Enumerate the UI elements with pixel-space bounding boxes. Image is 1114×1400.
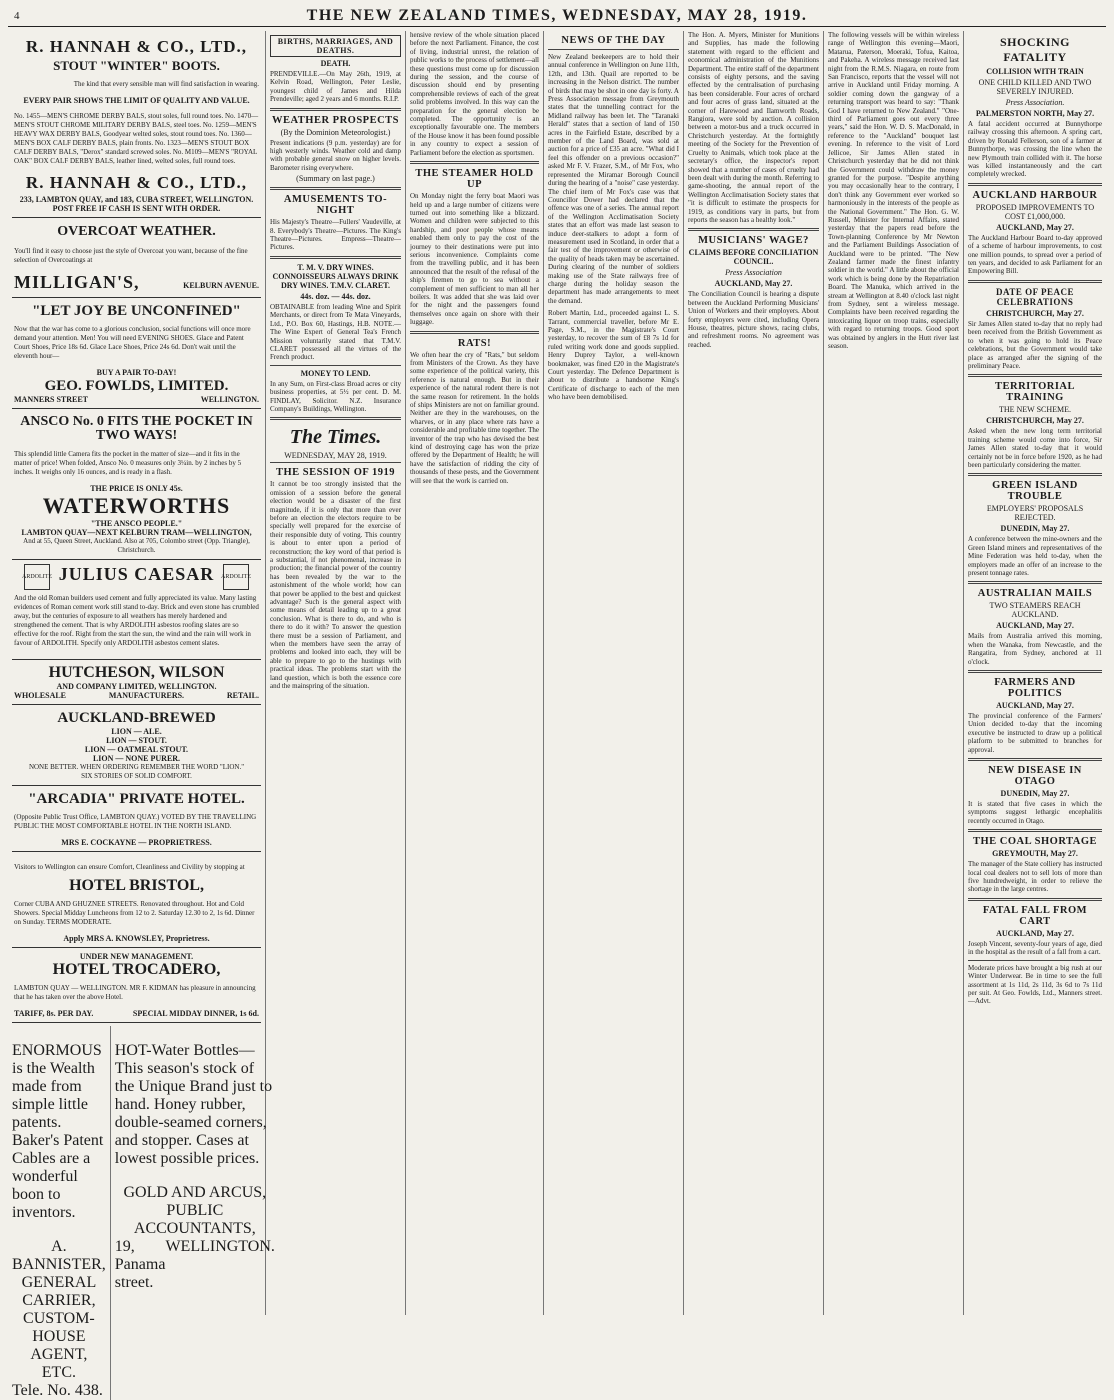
wine-text: OBTAINABLE from leading Wine and Spirit Merchants, or direct from Te Mata Vineyards, Ltd., P.O. Box 60, Hastings, H.B. NOTE.—The Wine Expert of General Tea's French Mission voluntarily stated that T.M.V. CLARET possessed all the virtues of the French product. [270, 302, 401, 362]
fatality-source: Press Association. [1005, 98, 1065, 107]
ad-ansco-title: ANSCO No. 0 FITS THE POCKET IN TWO WAYS! [20, 414, 253, 443]
ad-hannah-post: POST FREE IF CASH IS SENT WITH ORDER. [52, 204, 221, 213]
small-ad-phone: Tele. No. 438. [12, 1382, 103, 1399]
small-ad-gold-arcus: GOLD AND ARCUS, PUBLIC ACCOUNTANTS, [123, 1184, 267, 1237]
times-logo: The Times. [289, 426, 382, 449]
musicians-dateline: AUCKLAND, May 27. [714, 279, 793, 289]
session-text: It cannot be too strongly insisted that the omission of a session before the general election would be a disaster of the first magnitude, if it is only that more than ever before an election the electors require to be specially well prepared for the exercise of their responsible duty of voting. This country is about to enter upon a period of reconstruction; the key word of that period is a substantial, if not phenomenal, increase in production; the financial power of the country has been revealed by the war to the astonishment of the whole world; how can that power be applied to the best and quickest advantage? Such is the general aspect with some means of detail leading up to a great conclusion. What is there to do, and who is there to do it with? To answer the question there must be a session of Parliament, and when the members have seen the array of problems and looked into each, they will be able to prepare to go to the hustings with practical ideas. The problems start with the land question, which is both the essence core and the mainspring of the situation. [270, 480, 401, 691]
ad-fowlds-street: MANNERS STREET [14, 395, 89, 404]
ad-lion-foot: SIX STORIES OF SOLID COMFORT. [81, 772, 192, 780]
fatality-text: A fatal accident occurred at Bunnythorpe railway crossing this afternoon. A spring cart, driven by Ronald Fellerson, son of a farmer at Bunnythorpe, was crossing the line when the new Plymouth train collided with it. The horse was killed instantaneously and the cart completely wrecked. [968, 120, 1102, 179]
ad-trocadero-text: LAMBTON QUAY — WELLINGTON. MR F. KIDMAN has pleasure in announcing that he has taken over the above Hotel. [14, 984, 256, 1001]
small-ad-street: 19, Panama street. [114, 1238, 166, 1291]
ad-bristol-title: HOTEL BRISTOL, [69, 877, 204, 894]
cart-text: Joseph Vincent, seventy-four years of age, died in the hospital as the result of a fall from a cart. [968, 939, 1102, 957]
steamer-text: On Monday night the ferry boat Maori was held up and a large number of citizens were turned out into something like a blizzard. Women and children were subjected to this hardship, and poor people whose means enabled them only to pay the cost of the journey to their destinations were put into serious inconvenience. Complaints come from the travelling public, and it has been announced that the result of the refusal of the ship's firemen to go to sea without a complement of men sufficient to man all her boilers. It was added that she was laid over for the night and the passengers found themselves once again on shore with their luggage. [410, 192, 539, 327]
ad-fowlds-name: GEO. FOWLDS, LIMITED. [44, 378, 229, 394]
harbour-dateline: AUCKLAND, May 27. [996, 222, 1074, 232]
weather-heading: WEATHER PROSPECTS [271, 114, 400, 126]
ad-bristol [12, 852, 261, 948]
rats-heading: RATS! [457, 337, 492, 349]
bmd-heading: BIRTHS, MARRIAGES, AND DEATHS. [270, 35, 401, 57]
general-news-text: The following vessels will be within wireless range of Wellington this evening—Maori, Matarua, Paterson, Moeraki, Tofua, Kaitoa, and Pakeha. A wireless message received last night from the R.M.S. Niagara, en route from San Francisco, reports that the vessel will not arrive in Auckland until Friday morning. A soldier coming down the gangway of a returning transport was heard to say: "Thank God I have returned to New Zealand." "One-third of Parliament goes out every three years," said the Hon. W. D. S. MacDonald, in reference to the "Auckland" bouquet last evening. In reference to the visit of Lord Jellicoe, Sir James Allen stated in Christchurch yesterday that he did not think the Government could withdraw the money granted for the purpose. "Despite anything you may occasionally hear to the contrary, I don't think any Government ever worked so harmoniously in the interests of the people as the National Government." The Hon. G. W. Russell, Minister for Internal Affairs, stated yesterday that the papers read before the Town-planning Conference by Mr Newton and the Parliament Buildings Association of Auckland were to be printed. "The New Zealand farmer made the finest infantry soldier in the world." A little about the official work which is being done by the Repatriation Board. The Manuka, which arrived in the stream at Wellington at 8.40 o'clock last night from Sydney, sent a wireless message. Complaints have been received regarding the intoxicating liquor on troop trains, especially with regard to returning troops. Good sport was obtained by anglers in the Hutt river last season. [828, 31, 959, 351]
ad-ansco-text: This splendid little Camera fits the pocket in the matter of size—and it fits in the matter of price! When folded, Ansco No. 0 measures only 3¼in. by 2 inches by 5 inches. It weighs only 16 ounces, and is ready in a flash. [14, 450, 242, 476]
ad-hannah-footer: R. HANNAH & CO., LTD., [25, 173, 248, 192]
ad-fowlds-buy: BUY A PAIR TO-DAY! [96, 368, 177, 377]
musicians-subheading: CLAIMS BEFORE CONCILIATION COUNCIL. [688, 248, 819, 267]
territorial-heading: TERRITORIAL TRAINING [995, 381, 1075, 404]
news-heading: NEWS OF THE DAY [561, 35, 666, 46]
column-editorial [406, 31, 544, 1315]
weather-summary-note: (Summary on last page.) [296, 174, 375, 184]
ad-lion-line-3: LION — OATMEAL STOUT. [84, 745, 189, 754]
cart-dateline: AUCKLAND, May 27. [996, 928, 1074, 938]
ad-lion-line-4: LION — NONE PURER. [92, 754, 181, 763]
ad-lion [12, 705, 261, 786]
territorial-dateline: CHRISTCHURCH, May 27. [986, 416, 1084, 426]
ad-hannah-title: R. HANNAH & CO., LTD., [25, 37, 248, 56]
ad-hutcheson-left: WHOLESALE [14, 691, 67, 700]
ad-hannah-address: 233, LAMBTON QUAY, and 183, CUBA STREET, WELLINGTON. [19, 195, 254, 204]
territorial-text: Asked when the new long term territorial training scheme would come into force, Sir James Allen stated to-day that it would certainly not be in force before 1920, as he had been particularly considering the matter. [968, 427, 1102, 469]
ad-overcoat-street: KELBURN AVENUE. [183, 281, 259, 290]
column-news-continued [684, 31, 824, 1315]
green-island-subheading: EMPLOYERS' PROPOSALS REJECTED. [986, 504, 1084, 523]
ad-trocadero-lead: UNDER NEW MANAGEMENT. [79, 952, 194, 961]
mails-subheading: TWO STEAMERS REACH AUCKLAND. [989, 601, 1081, 620]
wine-heading: T. M. V. DRY WINES. CONNOISSEURS ALWAYS DRINK DRY WINES. T.M.V. CLARET. [272, 262, 399, 290]
ad-julius-text: And the old Roman builders used cement and fully appreciated its value. Many lasting evidences of Roman cement work still stand to-day. Brick and even stone has crumbled away, but the centuries of exposure to all weathers has merely hardened and strengthened the cement. That is why ARDOLITH asbestos roofing slates are so effective for the roof. Right from the start the sun, the wind and the rain will work in favour of ARDOLITH. Specify only ARDOLITH asbestos cement slates. [14, 594, 259, 647]
fatality-subheading: COLLISION WITH TRAIN [986, 67, 1084, 76]
small-ad-patents: ENORMOUS is the Wealth made from simple little patents. Baker's Patent Cables are a wonderful boon to inventors. [12, 1042, 104, 1221]
small-ad-city: WELLINGTON. [165, 1238, 275, 1255]
ad-hutcheson [12, 660, 261, 705]
column-telegrams [964, 31, 1106, 1315]
ardolite-badge-right: ARDOLITE [223, 564, 249, 590]
ad-hutcheson-title: HUTCHESON, WILSON [48, 664, 225, 681]
disease-dateline: DUNEDIN, May 27. [1000, 789, 1070, 799]
column-general [824, 31, 964, 1315]
ad-trocadero-tariff: TARIFF, 8s. PER DAY. [14, 1009, 94, 1018]
harbour-subheading: PROPOSED IMPROVEMENTS TO COST £1,000,000. [975, 202, 1095, 221]
ad-trocadero [12, 948, 261, 1023]
ad-arcadia-text: (Opposite Public Trust Office, LAMBTON QUAY.) VOTED BY THE TRAVELLING PUBLIC THE MOST COMFORTABLE HOTEL IN THE NORTH ISLAND. [14, 813, 257, 830]
small-ad-hot-water: HOT-Water Bottles—This season's stock of the Unique Brand just to hand. Honey rubber, double-seamed corners, and stopper. Cases at lowest possible prices. [114, 1042, 273, 1167]
money-text: In any Sum, on First-class Broad acres or city business properties, at 5½ per cent. D. M. FINDLAY, Solicitor. N.Z. Insurance Company's Buildings, Wellington. [270, 379, 401, 413]
fatality-heading: SHOCKING FATALITY [999, 35, 1070, 64]
ad-hannah-tagline: The kind that every sensible man will find satisfaction in wearing. [73, 80, 259, 88]
peace-text: Sir James Allen stated to-day that no reply had been received from the British Government as to when it was going to hold its Peace celebrations, but the Government would take place as arranged after the signing of the preliminary Peace. [968, 319, 1102, 370]
ad-lion-line-1: LION — ALE. [111, 727, 162, 736]
column-news [544, 31, 684, 1315]
session-continued-text: hensive review of the whole situation placed before the next Parliament. Finance, the cost of living, industrial unrest, the relation of public works to the process of settlement—all these questions must come up for discussion during the session, and the course of discussion should end by presenting comprehensible reviews of each of the great solid problems involved. In this way can the preparation for the general election be completed. The opportunity is an exceptionally favourable one. The members of the House know it has been found possible in any country to expect a session of Parliament before the election as sportsmen. [410, 31, 539, 157]
small-ads [12, 1023, 275, 1400]
news-continued-text: The Hon. A. Myers, Minister for Munitions and Supplies, has made the following statement with regard to the efficient and economical administration of the Munitions Department. The entire staff of the department consists of eighty persons, and the saving effected by the centralisation of purchasing has been considerable. Four acres of orchard and four acres of grass land, situated at the corner of Harewood and Ilamworth Roads, Rangiora, were sold by auction. A collision between a motor-bus and a truck occurred in Christchurch yesterday. At the fortnightly meeting of the Society for the Prevention of Cruelty to Animals, which took place at the secretary's office, the inspector's report showed that a number of cases of cruelty had been dealt with during the month. Referring to game-shooting, the annual report of the Wellington Acclimatisation Society states that "it is difficult to estimate the prospects for 1919, as conditions vary in parts, but from reports the season has a healthy look." [688, 31, 819, 224]
money-heading: MONEY TO LEND. [300, 368, 371, 378]
ad-hutcheson-sub: AND COMPANY LIMITED, WELLINGTON. [56, 682, 217, 691]
mails-text: Mails from Australia arrived this morning, when the Wanaka, from Newcastle, and the Rangatira, from Sydney, anchored at 11 o'clock. [968, 632, 1102, 666]
newspaper-title: THE NEW ZEALAND TIMES, WEDNESDAY, MAY 28, 1919. [306, 7, 808, 24]
ad-fowlds [12, 298, 261, 409]
ad-ansco [12, 409, 261, 560]
news-text: New Zealand beekeepers are to hold their annual conference in Wellington on June 11th, 12th, and 13th. Quail are reported to be increasing in the Nelson district. The number of birds that may be shot in one day is forty. A Press Association message from Greymouth states that the tunnelling contract for the Midland railway has been let. The "Taranaki Herald" states that a section of land of 150 acres in the Fairfield Estate, described by a member of the Land Board, was sold at auction for a price of £35 an acre. "What did I feel this offender on a previous occasion?" asked Mr F. V. Frazer, S.M., of Mr Fox, who represented the Miramar Borough Council during the hearing of a "noise" case yesterday. The chief item of Mr Fox's case was that Councillor Dower had declared that the offence was one of a series. The annual report of the Wellington Acclimatisation Society states that an effort was made last season to induce deer-stalkers to adopt a form of measurement used in Scotland, in order that a fair test of the improvement or otherwise of the quality of heads taken may be ascertained. During clearing of the number of soldiers making use of the State railways free of charge during the holiday season the department has made arrangements to meet the demand. [548, 53, 679, 305]
ad-hutcheson-right: RETAIL. [226, 691, 259, 700]
ad-trocadero-title: HOTEL TROCADERO, [52, 961, 221, 978]
session-heading: THE SESSION OF 1919 [275, 467, 396, 479]
mails-heading: AUSTRALIAN MAILS [977, 588, 1093, 600]
fatality-dateline: PALMERSTON NORTH, May 27. [975, 109, 1095, 118]
farmers-heading: FARMERS AND POLITICS [994, 677, 1076, 699]
masthead [8, 6, 1106, 27]
ad-arcadia-title: "ARCADIA" PRIVATE HOTEL. [28, 791, 245, 807]
cart-heading: FATAL FALL FROM CART [982, 904, 1088, 927]
ad-hutcheson-mid: MANUFACTURERS. [108, 691, 185, 700]
coal-text: The manager of the State colliery has instructed local coal dealers not to sell lots of more than five hundredweight, in order to relieve the shortage in the large centres. [968, 860, 1102, 894]
ad-lion-note: NONE BETTER. WHEN ORDERING REMEMBER THE WORD "LION." [28, 763, 245, 771]
harbour-text: The Auckland Harbour Board to-day approved of a scheme of harbour improvements, to cost one million pounds, to spread over a period of ten years, and decided to ask Parliament for an Empowering Bill. [968, 233, 1102, 276]
disease-text: It is stated that five cases in which the symptoms suggest lethargic encephalitis recently occurred in Otago. [968, 800, 1102, 825]
ad-overcoat-title: OVERCOAT WEATHER. [57, 224, 216, 239]
death-heading: DEATH. [320, 59, 351, 68]
ad-hannah-items: No. 1455—MEN'S CHROME DERBY BALS, stout soles, full round toes. No. 1470—MEN'S STOUT CHROME MILITARY DERBY BALS, steel toes. No. 1259—MEN'S HEAVY WAX DERBY BALS, Goodyear welted soles, stout round toes. No. 1360—MEN'S BOX CALF DERBY BALS, plain fronts. No. 1323—MEN'S STOUT BOX CALF DERBY BALS, "Derox" standard screwed soles. No. M109—MEN'S "ROYAL OAK" BOX CALF DERBY BALS, leather lined, welted soles, full round toes. [14, 112, 259, 165]
weather-source: (By the Dominion Meteorologist.) [280, 127, 391, 137]
musicians-text: The Conciliation Council is hearing a dispute between the Auckland Performing Musicians' Union of Workers and their employers. About forty employers were cited, including Opera House, theatres, picture shows, racing clubs, and refreshment rooms. No agreement was reached. [688, 290, 819, 349]
ad-overcoat-name: MILLIGAN'S, [14, 272, 140, 292]
territorial-subheading: THE NEW SCHEME. [998, 405, 1072, 415]
ad-fowlds-text: Now that the war has come to a glorious conclusion, social functions will once more demand your attention. Men! You will need EVENING SHOES. Glace and Patent Court Shoes, Price 18s 6d. Glace Lace Shoes, Price 24s 6d. Don't wait until the eleventh hour— [14, 325, 251, 360]
ad-ansco-address: LAMBTON QUAY—NEXT KELBURN TRAM—WELLINGTON, [21, 528, 252, 537]
ad-hannah [12, 31, 261, 218]
ad-bristol-text: Corner CUBA AND GHUZNEE STREETS. Renovated throughout. Hot and Cold Showers. Special Midday Luncheons from 12 to 2. Saturday 12.30 to 2, 1s 6d. Dinner on Sunday. TERMS MODERATE. [14, 900, 255, 926]
ad-ansco-tag: "THE ANSCO PEOPLE." [90, 519, 183, 528]
column-advertisements [8, 31, 275, 1399]
rats-text: We often hear the cry of "Rats," but seldom from Ministers of the Crown. As they have some experience of the political variety, this reference is natural enough. But in their experience of the natural rodent there is not the same reason for retirement. In the holds of ships Ministers are not on familiar ground. Neither are they in the warehouses, on the wharves, or in any place where rats have a considerable and profitable time together. The inventor of the trap who has devised the best kind of destroying cage has won the prize offered by the Department of Health; he will have the satisfaction of ridding the city of thousands of these pests, and the Government will see that the work is carried on. [410, 350, 539, 485]
amusements-heading: AMUSEMENTS TO-NIGHT [283, 194, 388, 217]
peace-heading: DATE OF PEACE CELEBRATIONS [995, 286, 1074, 307]
ad-trocadero-special: SPECIAL MIDDAY DINNER, 1s 6d. [132, 1009, 259, 1018]
coal-dateline: GREYMOUTH, May 27. [992, 849, 1078, 859]
fatality-subheading-2: ONE CHILD KILLED AND TWO SEVERELY INJURED. [978, 78, 1092, 96]
wine-price: 44s. doz. — 44s. doz. [300, 291, 371, 301]
mails-dateline: AUCKLAND, May 27. [996, 621, 1074, 631]
weather-text: Present indications (9 p.m. yesterday) are for high westerly winds. Weather cold and damp with probable general snow on higher levels. Barometer rising everywhere. [270, 138, 401, 172]
ad-julius [12, 560, 261, 660]
dateline: WEDNESDAY, MAY 28, 1919. [270, 451, 401, 463]
ad-arcadia [12, 786, 261, 852]
amusements-text: His Majesty's Theatre—Fullers' Vaudeville, at 8. Everybody's Theatre—Pictures. The King's Theatre—Pictures. Empress—Theatre—Pictures. [270, 218, 401, 252]
small-ad-bannister: A. BANNISTER, GENERAL CARRIER, CUSTOM-HOUSE AGENT, ETC. [12, 1238, 106, 1381]
farmers-dateline: AUCKLAND, May 27. [996, 701, 1074, 710]
ad-ansco-price: THE PRICE IS ONLY 45s. [90, 484, 183, 493]
ad-arcadia-prop: MRS E. COCKAYNE — PROPRIETRESS. [61, 838, 212, 847]
ad-bristol-lead: Visitors to Wellington can ensure Comfort, Cleanliness and Civility by stopping at [14, 863, 245, 871]
farmers-text: The provincial conference of the Farmers' Union decided to-day that the incoming executive be instructed to draw up a political platform to be submitted to branches for approval. [968, 712, 1102, 754]
green-island-text: A conference between the mine-owners and the Green Island miners and representatives of the Mine Federation was held to-day, when the employers made an offer of an increase to the present tonnage rates. [968, 535, 1102, 577]
underwear-advert: Moderate prices have brought a big rush at our Winter Underwear. Be in time to see the full assortment at 1s 11d, 2s 11d, 3s 6d to 7s 11d per suit. At Geo. Fowlds, Ltd., Manners street.—Advt. [968, 963, 1102, 1006]
ad-lion-title: AUCKLAND-BREWED [57, 710, 216, 726]
musicians-heading: MUSICIANS' WAGE? [698, 235, 809, 247]
steamer-heading: THE STEAMER HOLD UP [415, 168, 534, 191]
ad-fowlds-title: "LET JOY BE UNCONFINED" [32, 303, 241, 319]
green-island-dateline: DUNEDIN, May 27. [1000, 524, 1070, 534]
musicians-source: Press Association [725, 268, 782, 278]
ad-hannah-pair-line: EVERY PAIR SHOWS THE LIMIT OF QUALITY AND VALUE. [23, 96, 250, 105]
page-number: 4 [14, 10, 20, 22]
ardolite-badge-left: ARDOLITE [24, 564, 50, 590]
ad-ansco-branches: And at 55, Queen Street, Auckland. Also at 705, Colombo street (Opp. Triangle), Christchurch. [23, 537, 250, 554]
ad-bristol-apply: Apply MRS A. KNOWSLEY, Proprietress. [63, 934, 210, 943]
peace-dateline: CHRISTCHURCH, May 27. [986, 308, 1084, 318]
column-notices [266, 31, 406, 1315]
ad-ansco-name: WATERWORTHS [42, 493, 231, 518]
ad-overcoat-text: You'll find it easy to choose just the style of Overcoat you want, because of the fine selection of Overcoatings at [14, 247, 248, 264]
death-notice: PRENDEVILLE.—On May 26th, 1919, at Kelvin Road, Wellington, Peter Leslie, youngest child of James and Hilda Prendeville; aged 2 years and 6 months. R.I.P. [270, 70, 401, 104]
green-island-heading: GREEN ISLAND TROUBLE [992, 480, 1078, 503]
ad-overcoat [12, 218, 261, 298]
ad-hannah-headline: STOUT "WINTER" BOOTS. [53, 58, 220, 73]
ad-julius-title: JULIUS CAESAR [58, 564, 215, 584]
news-court-text: Robert Martin, Ltd., proceeded against L. S. Tarrant, commercial traveller, before Mr E. Page, S.M., in the Magistrate's Court yesterday, to recover the sum of £8 7s 1d for ruled writing work done and goods supplied. Henry Duprey Taylor, a well-known bookmaker, was fined £20 in the Magistrate's Court yesterday. The Defence Department is about to distribute a handsome King's Certificate of discharge to each of the men who have been demobilised. [548, 309, 679, 402]
disease-heading: NEW DISEASE IN OTAGO [988, 765, 1082, 788]
coal-heading: THE COAL SHORTAGE [972, 836, 1098, 848]
harbour-heading: AUCKLAND HARBOUR [972, 189, 1098, 201]
ad-fowlds-city: WELLINGTON. [200, 395, 259, 404]
ad-lion-line-2: LION — STOUT. [106, 736, 167, 745]
